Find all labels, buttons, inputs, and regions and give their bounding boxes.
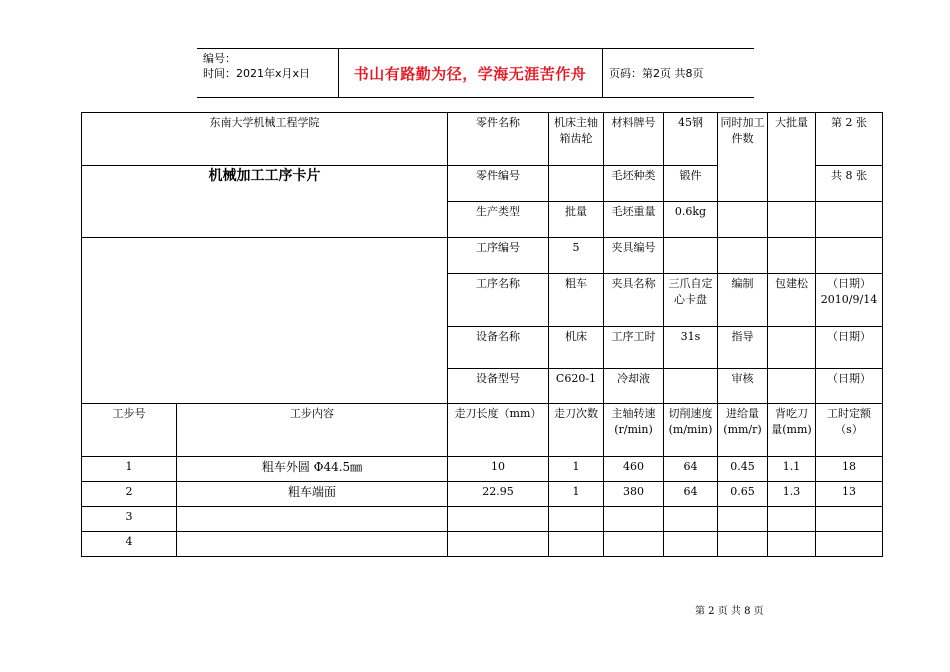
- step-speed: 380: [604, 482, 664, 507]
- header-page-number: 页码：第2页 共8页: [609, 67, 704, 80]
- equip-model-value: C620-1: [549, 369, 604, 404]
- empty-cell: [768, 238, 816, 274]
- step-speed: [604, 532, 664, 557]
- table-row: [82, 482, 883, 507]
- step-feed: 0.45: [718, 457, 768, 482]
- page-header: [197, 48, 754, 98]
- date-value: 2010/9/14: [820, 293, 878, 306]
- guide-label: 指导: [718, 327, 768, 369]
- blank-type-value: 锻件: [664, 166, 718, 202]
- step-length: 22.95: [448, 482, 549, 507]
- review-value: [768, 369, 816, 404]
- equip-name-label: 设备名称: [448, 327, 549, 369]
- review-label: 审核: [718, 369, 768, 404]
- fixture-name-value: 三爪自定心卡盘: [664, 274, 718, 327]
- step-cut-speed: [664, 507, 718, 532]
- step-length: 10: [448, 457, 549, 482]
- step-content: 粗车外圆 Φ44.5㎜: [177, 457, 448, 482]
- op-time-value: 31s: [664, 327, 718, 369]
- part-no-label: 零件编号: [448, 166, 549, 202]
- equip-model-label: 设备型号: [448, 369, 549, 404]
- compile-label: 编制: [718, 274, 768, 327]
- empty-cell: [718, 238, 768, 274]
- header-meta: [203, 51, 310, 81]
- step-depth: 1.1: [768, 457, 816, 482]
- col-header: 工时定额（s）: [816, 404, 883, 457]
- equip-name-value: 机床: [549, 327, 604, 369]
- step-length: [448, 532, 549, 557]
- fixture-no-value: [664, 238, 718, 274]
- op-name-value: 粗车: [549, 274, 604, 327]
- step-no: 1: [82, 457, 177, 482]
- page-footer: 第 2 页 共 8 页: [695, 606, 764, 617]
- empty-cell: [816, 238, 883, 274]
- material-value: 45钢: [664, 113, 718, 166]
- col-header: 主轴转速(r/min): [604, 404, 664, 457]
- step-speed: 460: [604, 457, 664, 482]
- table-row: [82, 457, 883, 482]
- empty-cell: [768, 202, 816, 238]
- review-date: （日期）: [816, 369, 883, 404]
- card-title: 机械加工工序卡片: [82, 166, 448, 238]
- step-depth: [768, 532, 816, 557]
- step-content: [177, 507, 448, 532]
- empty-cell: [718, 202, 768, 238]
- step-no: 4: [82, 532, 177, 557]
- fixture-name-label: 夹具名称: [604, 274, 664, 327]
- col-header: 工步内容: [177, 404, 448, 457]
- sheet-total: 共 8 张: [816, 166, 883, 202]
- step-time: [816, 507, 883, 532]
- step-passes: [549, 532, 604, 557]
- coolant-value: [664, 369, 718, 404]
- prod-type-value: 批量: [549, 202, 604, 238]
- op-no-label: 工序编号: [448, 238, 549, 274]
- prod-type-label: 生产类型: [448, 202, 549, 238]
- step-cut-speed: 64: [664, 482, 718, 507]
- sheet-number: 第 2 张: [816, 113, 883, 166]
- step-feed: [718, 532, 768, 557]
- op-no-value: 5: [549, 238, 604, 274]
- step-speed: [604, 507, 664, 532]
- step-cut-speed: 64: [664, 457, 718, 482]
- col-header: 进给量(mm/r): [718, 404, 768, 457]
- step-cut-speed: [664, 532, 718, 557]
- fixture-no-label: 夹具编号: [604, 238, 664, 274]
- coolant-label: 冷却液: [604, 369, 664, 404]
- guide-date: （日期）: [816, 327, 883, 369]
- step-feed: 0.65: [718, 482, 768, 507]
- header-divider: [602, 49, 603, 97]
- blank-weight-value: 0.6kg: [664, 202, 718, 238]
- table-row: [82, 532, 883, 557]
- time-label: 时间：2021年x月x日: [203, 67, 311, 80]
- step-time: 18: [816, 457, 883, 482]
- sketch-area: [82, 238, 448, 404]
- step-time: 13: [816, 482, 883, 507]
- concurrent-label: 同时加工件数: [718, 113, 768, 202]
- col-header: 走刀长度（mm）: [448, 404, 549, 457]
- material-label: 材料牌号: [604, 113, 664, 166]
- school-name: 东南大学机械工程学院: [82, 113, 448, 166]
- step-depth: 1.3: [768, 482, 816, 507]
- blank-weight-label: 毛坯重量: [604, 202, 664, 238]
- col-header: 工步号: [82, 404, 177, 457]
- step-length: [448, 507, 549, 532]
- step-depth: [768, 507, 816, 532]
- col-header: 切削速度(m/min): [664, 404, 718, 457]
- part-name-value: 机床主轴箱齿轮: [549, 113, 604, 166]
- empty-cell: [816, 202, 883, 238]
- header-motto: 书山有路勤为径，学海无涯苦作舟: [353, 64, 587, 83]
- step-time: [816, 532, 883, 557]
- table-row: [82, 507, 883, 532]
- step-no: 3: [82, 507, 177, 532]
- part-name-label: 零件名称: [448, 113, 549, 166]
- compiler-name: 包建松: [768, 274, 816, 327]
- process-card-table: [81, 112, 883, 557]
- step-passes: 1: [549, 482, 604, 507]
- step-feed: [718, 507, 768, 532]
- guide-value: [768, 327, 816, 369]
- date-label: （日期）: [827, 277, 871, 290]
- op-time-label: 工序工时: [604, 327, 664, 369]
- blank-type-label: 毛坯种类: [604, 166, 664, 202]
- batch-big: 大批量: [768, 113, 816, 202]
- step-passes: [549, 507, 604, 532]
- col-header: 走刀次数: [549, 404, 604, 457]
- number-label: 编号：: [203, 52, 236, 65]
- step-no: 2: [82, 482, 177, 507]
- step-content: 粗车端面: [177, 482, 448, 507]
- op-name-label: 工序名称: [448, 274, 549, 327]
- compile-date: [816, 274, 883, 327]
- part-no-value: [549, 166, 604, 202]
- step-content: [177, 532, 448, 557]
- col-header: 背吃刀量(mm): [768, 404, 816, 457]
- step-passes: 1: [549, 457, 604, 482]
